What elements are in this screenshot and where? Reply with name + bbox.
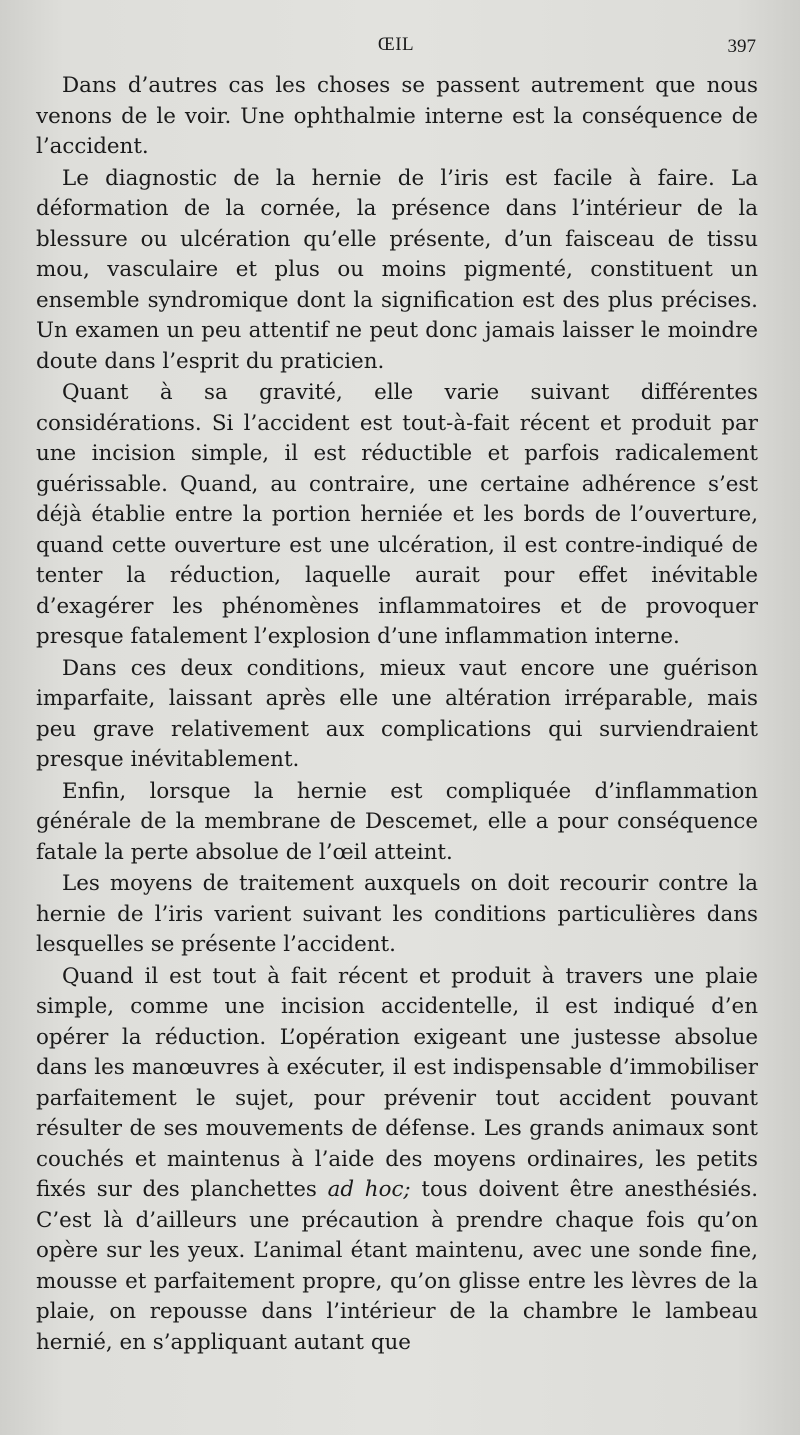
paragraph-7	[36, 962, 758, 1359]
latin-phrase-ad-hoc: ad hoc;	[327, 1177, 411, 1202]
paragraph-6: Les moyens de traitement auxquels on doit recourir contre la hernie de l’iris varient suivant les conditions particulières dans lesquelles se présente l’accident.	[36, 871, 758, 957]
paragraph-1: Dans d’autres cas les choses se passent autrement que nous venons de le voir. Une ophthalmie interne est la conséquence de l’accident.	[36, 73, 758, 159]
paragraph-5: Enfin, lorsque la hernie est compliquée d’inflammation générale de la membrane de Descemet, elle a pour conséquence fatale la perte absolue de l’œil atteint.	[36, 778, 758, 865]
running-title: ŒIL	[377, 34, 415, 55]
page-number: 397	[727, 36, 756, 57]
running-head	[36, 34, 756, 60]
body-text	[36, 71, 758, 1358]
paragraph-4: Dans ces deux conditions, mieux vaut encore une guérison imparfaite, laissant après elle une altération irréparable, mais peu grave relativement aux complications qui surviendraient presque inévitablement.	[36, 655, 758, 772]
paragraph-7-part-2: tous doivent être anesthésiés. C’est là d’ailleurs une précaution à prendre chaque fois qu’on opère sur les yeux. L’animal étant maintenu, avec une sonde fine, mousse et parfaitement propre, qu’on glisse entre les lèvres de la plaie, on repousse dans l’intérieur de la chambre le lambeau hernié, en s’appliquant autant que	[36, 1177, 758, 1355]
paragraph-3: Quant à sa gravité, elle varie suivant différentes considérations. Si l’accident est tout-à-fait récent et produit par une incision simple, il est réductible et parfois radicalement guérissable. Quand, au contraire, une certaine adhérence s’est déjà établie entre la portion herniée et les bords de l’ouverture, quand cette ouverture est une ulcération, il est contre-indiqué de tenter la réduction, laquelle aurait pour effet inévitable d’exagérer les phénomènes inflammatoires et de provoquer presque fatalement l’explosion d’une inflammation interne.	[36, 380, 758, 649]
paragraph-7-part-1: Quand il est tout à fait récent et produit à travers une plaie simple, comme une incision accidentelle, il est indiqué d’en opérer la réduction. L’opération exigeant une justesse absolue dans les manœuvres à exécuter, il est indispensable d’immobiliser parfaitement le sujet, pour prévenir tout accident pouvant résulter de ses mouvements de défense. Les grands animaux sont couchés et maintenus à l’aide des moyens ordinaires, les petits fixés sur des planchettes	[36, 963, 758, 1202]
paragraph-2: Le diagnostic de la hernie de l’iris est facile à faire. La déformation de la cornée, la présence dans l’intérieur de la blessure ou ulcération qu’elle présente, d’un faisceau de tissu mou, vasculaire et plus ou moins pigmenté, constituent un ensemble syndromique dont la signification est des plus précises. Un examen un peu attentif ne peut donc jamais laisser le moindre doute dans l’esprit du praticien.	[36, 165, 758, 374]
